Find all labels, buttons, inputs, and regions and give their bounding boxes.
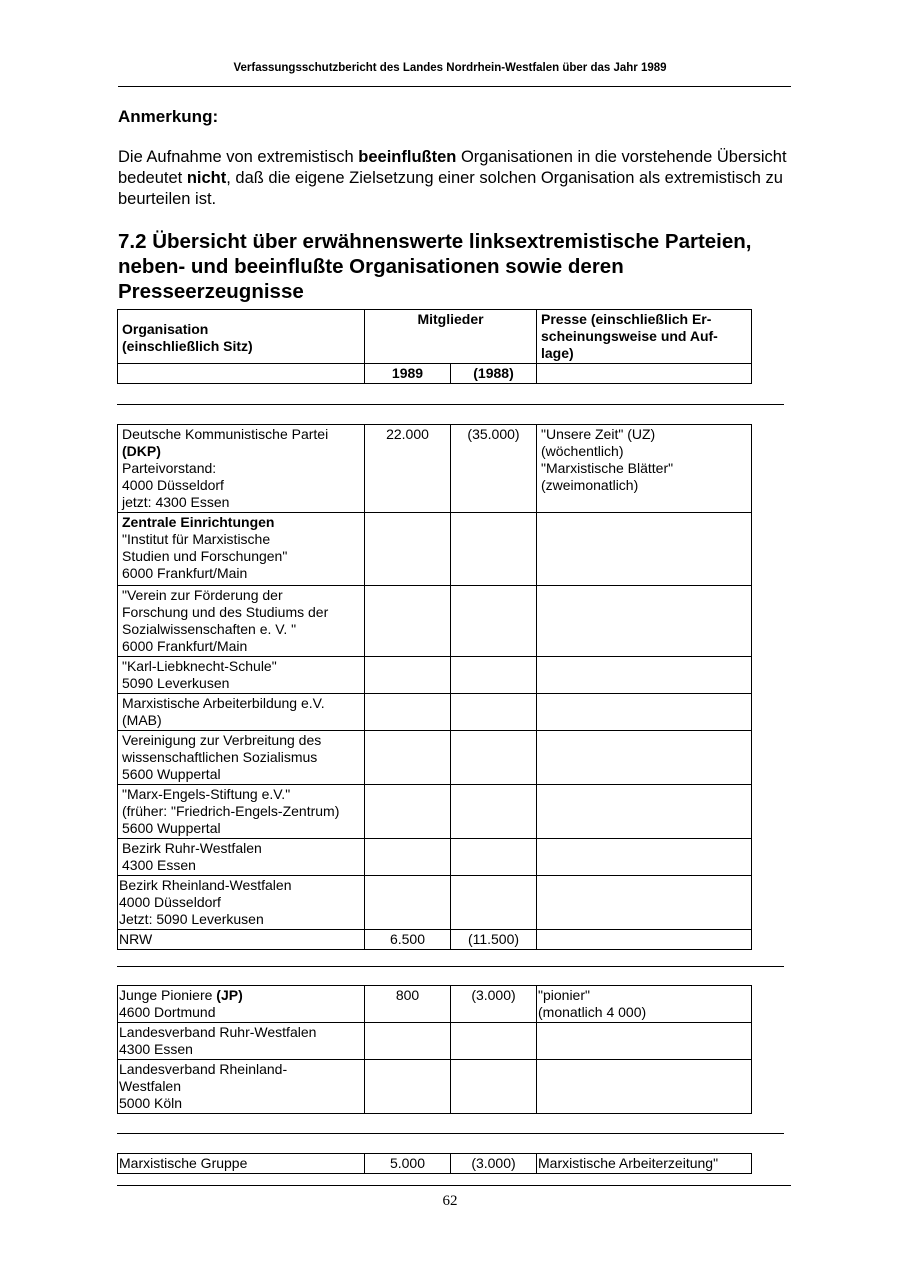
empty-cell bbox=[451, 731, 537, 785]
table-row bbox=[118, 694, 752, 731]
empty-cell bbox=[537, 694, 752, 731]
empty-cell bbox=[537, 1060, 752, 1114]
table-row bbox=[118, 785, 752, 839]
members-1989-cell: 5.000 bbox=[365, 1154, 451, 1174]
empty-cell bbox=[451, 513, 537, 586]
empty-cell bbox=[365, 513, 451, 586]
note-heading: Anmerkung: bbox=[118, 107, 219, 126]
table-row bbox=[118, 513, 752, 586]
empty-cell bbox=[537, 785, 752, 839]
empty-cell bbox=[365, 657, 451, 694]
page-number: 62 bbox=[442, 1193, 458, 1209]
org-cell: Bezirk Rheinland-Westfalen 4000 Düsseldorf Jetzt: 5090 Leverkusen bbox=[118, 876, 365, 930]
table-row bbox=[118, 425, 752, 513]
org-cell: Bezirk Ruhr-Westfalen 4300 Essen bbox=[118, 839, 365, 876]
dkp-table bbox=[117, 424, 752, 950]
note-text: Die Aufnahme von extremistisch beeinflußten Organisationen in die vorstehende Übersicht bedeutet nicht, daß die eigene Zielsetzung einer solchen Organisation als extremistisch zu beurteilen ist. bbox=[118, 148, 787, 208]
org-cell: Landesverband Ruhr-Westfalen 4300 Essen bbox=[118, 1023, 365, 1060]
header-press-blank bbox=[537, 364, 752, 384]
header-members: Mitglieder bbox=[365, 310, 537, 364]
org-cell-central: Zentrale Einrichtungen "Institut für Marxistische Studien und Forschungen" 6000 Frankfurt/Main bbox=[118, 513, 365, 586]
members-1989-cell: 22.000 bbox=[365, 425, 451, 513]
empty-cell bbox=[537, 930, 752, 950]
empty-cell bbox=[451, 876, 537, 930]
empty-cell bbox=[537, 731, 752, 785]
empty-cell bbox=[537, 876, 752, 930]
org-cell-nrw: NRW bbox=[118, 930, 365, 950]
table-row bbox=[118, 1060, 752, 1114]
empty-cell bbox=[365, 785, 451, 839]
members-1989-cell: 800 bbox=[365, 986, 451, 1023]
mg-table bbox=[117, 1153, 752, 1174]
members-1988-cell: (3.000) bbox=[451, 1154, 537, 1174]
members-1989-cell: 6.500 bbox=[365, 930, 451, 950]
org-cell: "Verein zur Förderung der Forschung und des Studiums der Sozialwissenschaften e. V. " 6000 Frankfurt/Main bbox=[118, 586, 365, 657]
table-row bbox=[118, 839, 752, 876]
empty-cell bbox=[365, 731, 451, 785]
press-cell-dkp: "Unsere Zeit" (UZ) (wöchentlich) "Marxistische Blätter" (zweimonatlich) bbox=[537, 425, 752, 513]
press-cell-jp: "pionier" (monatlich 4 000) bbox=[537, 986, 752, 1023]
header-year-1989: 1989 bbox=[365, 364, 451, 384]
header-rule bbox=[118, 86, 791, 87]
header-press: Presse (einschließlich Er- scheinungsweise und Auf- lage) bbox=[537, 310, 752, 364]
running-header: Verfassungsschutzbericht des Landes Nordrhein-Westfalen über das Jahr 1989 bbox=[233, 62, 667, 74]
empty-cell bbox=[451, 1023, 537, 1060]
empty-cell bbox=[537, 1023, 752, 1060]
empty-cell bbox=[537, 586, 752, 657]
members-1988-cell: (3.000) bbox=[451, 986, 537, 1023]
org-cell-dkp: Deutsche Kommunistische Partei (DKP) Parteivorstand: 4000 Düsseldorf jetzt: 4300 Essen bbox=[118, 425, 365, 513]
org-cell: "Marx-Engels-Stiftung e.V." (früher: "Friedrich-Engels-Zentrum) 5600 Wuppertal bbox=[118, 785, 365, 839]
group-divider-1 bbox=[117, 404, 784, 405]
footer-rule bbox=[117, 1185, 791, 1186]
table-row bbox=[118, 657, 752, 694]
table-row bbox=[118, 930, 752, 950]
group-divider-3 bbox=[117, 1133, 784, 1134]
section-title: 7.2 Übersicht über erwähnenswerte linksextremistische Parteien, neben- und beeinflußte Organisationen sowie deren Presseerzeugnisse bbox=[118, 230, 752, 303]
org-cell-mg: Marxistische Gruppe bbox=[118, 1154, 365, 1174]
empty-cell bbox=[451, 1060, 537, 1114]
members-1988-cell: (35.000) bbox=[451, 425, 537, 513]
empty-cell bbox=[451, 839, 537, 876]
header-organisation: Organisation (einschließlich Sitz) bbox=[118, 310, 365, 364]
empty-cell bbox=[451, 785, 537, 839]
empty-cell bbox=[365, 694, 451, 731]
empty-cell bbox=[537, 657, 752, 694]
column-header-table bbox=[117, 309, 752, 384]
empty-cell bbox=[365, 876, 451, 930]
empty-cell bbox=[365, 1023, 451, 1060]
empty-cell bbox=[537, 839, 752, 876]
org-cell: Landesverband Rheinland- Westfalen 5000 Köln bbox=[118, 1060, 365, 1114]
org-cell: "Karl-Liebknecht-Schule" 5090 Leverkusen bbox=[118, 657, 365, 694]
empty-cell bbox=[451, 694, 537, 731]
org-cell: Marxistische Arbeiterbildung e.V. (MAB) bbox=[118, 694, 365, 731]
table-row bbox=[118, 986, 752, 1023]
empty-cell bbox=[365, 839, 451, 876]
empty-cell bbox=[365, 1060, 451, 1114]
members-1988-cell: (11.500) bbox=[451, 930, 537, 950]
header-org-blank bbox=[118, 364, 365, 384]
press-cell-mg: Marxistische Arbeiterzeitung" bbox=[537, 1154, 752, 1174]
org-cell-jp: Junge Pioniere (JP) 4600 Dortmund bbox=[118, 986, 365, 1023]
org-cell: Vereinigung zur Verbreitung des wissenschaftlichen Sozialismus 5600 Wuppertal bbox=[118, 731, 365, 785]
empty-cell bbox=[537, 513, 752, 586]
group-divider-2 bbox=[117, 966, 784, 967]
empty-cell bbox=[451, 657, 537, 694]
jp-table bbox=[117, 985, 752, 1114]
empty-cell bbox=[365, 586, 451, 657]
table-row bbox=[118, 586, 752, 657]
header-year-1988: (1988) bbox=[451, 364, 537, 384]
table-row bbox=[118, 1154, 752, 1174]
empty-cell bbox=[451, 586, 537, 657]
table-row bbox=[118, 731, 752, 785]
table-row bbox=[118, 876, 752, 930]
table-row bbox=[118, 1023, 752, 1060]
